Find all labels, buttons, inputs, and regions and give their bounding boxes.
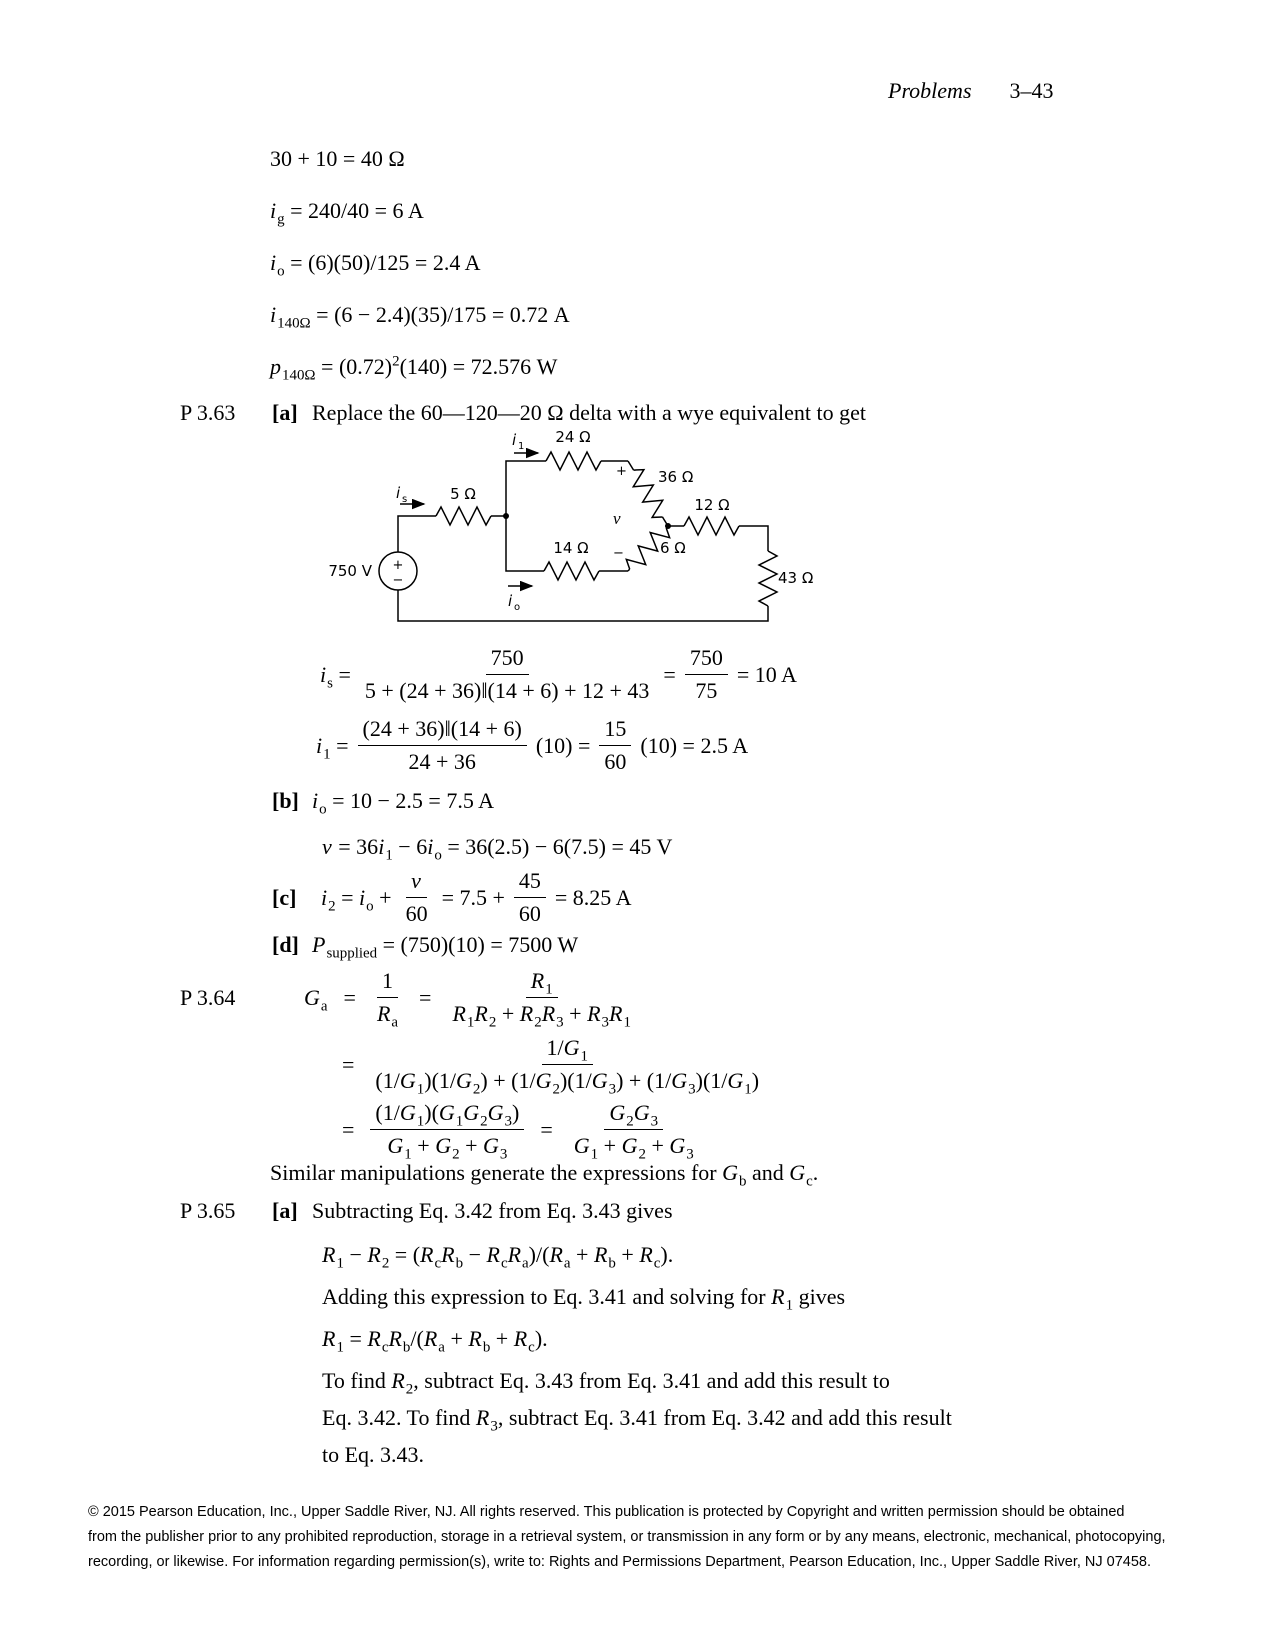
fraction: [372, 968, 403, 1031]
problem-3-64-row3: [342, 1100, 699, 1163]
v-minus-sign: −: [613, 546, 624, 561]
circuit-svg: [316, 426, 836, 644]
resistor-24ohm: [546, 452, 601, 470]
footer-line: © 2015 Pearson Education, Inc., Upper Saddle River, NJ. All rights reserved. This publication is protected by Copyright and written permission should be obtained: [88, 1504, 1125, 1520]
wire: [628, 569, 630, 571]
fraction-numerator: 750: [486, 645, 529, 675]
problem-label: P 3.65: [180, 1198, 236, 1223]
equals-sign: =: [342, 1116, 355, 1142]
footer-line: from the publisher prior to any prohibited reproduction, storage in a retrieval system, or transmission in any form or by any means, electronic, mechanical, photocopying,: [88, 1529, 1166, 1545]
part-c-tag: [c]: [272, 884, 297, 910]
paragraph-line: To find $R_2$, subtract Eq. 3.43 from Eq. 3.41 and add this result to: [322, 1368, 890, 1398]
part-b-tag: [b]: [272, 788, 299, 813]
label-6ohm: 6 Ω: [660, 539, 686, 557]
problem-3-65-heading: [180, 1198, 673, 1224]
equals-sign: =: [342, 1051, 355, 1077]
node-dot: [503, 513, 509, 519]
fraction-numerator: 1: [377, 968, 398, 998]
fraction: [569, 1100, 699, 1163]
copyright-footer: [88, 1500, 1198, 1575]
fraction-denominator: $G_1 + G_2 + G_3$: [573, 1133, 694, 1163]
problem-3-63-heading: [180, 400, 866, 426]
problem-label: P 3.64: [180, 984, 236, 1010]
fraction-numerator: 15: [599, 716, 631, 746]
math-text: $G_a$: [304, 984, 328, 1014]
resistor-14ohm: [544, 562, 599, 580]
math-text: =: [419, 984, 432, 1010]
part-a-text: Subtracting Eq. 3.42 from Eq. 3.43 gives: [312, 1198, 673, 1223]
math-text: = 7.5 +: [441, 884, 505, 910]
equation-r1: $R_1 = R_cR_b/(R_a + R_b + R_c)$.: [322, 1326, 548, 1356]
math-text: (10) =: [535, 732, 591, 758]
resistor-12ohm: [684, 517, 739, 535]
current-label-is-sub: s: [402, 494, 408, 505]
part-b-line1: [272, 788, 495, 818]
page-number: 3–43: [1009, 78, 1054, 103]
fraction-denominator: 24 + 36: [408, 749, 476, 774]
node-dot: [665, 523, 671, 529]
fraction-numerator: $R_1$: [526, 968, 558, 998]
equation-i1: [316, 716, 748, 775]
resistor-5ohm: [436, 507, 491, 525]
fraction-numerator: (24 + 36)‖(14 + 6): [358, 716, 527, 746]
math-text: = 8.25 A: [554, 884, 632, 910]
fraction: [514, 868, 546, 927]
math-text: (10) = 2.5 A: [640, 732, 749, 758]
wire: [398, 590, 768, 621]
fraction-numerator: 45: [514, 868, 546, 898]
equation-line: $i_o = (6)(50)/125 = 2.4$ A: [270, 250, 481, 280]
closing-paragraph: [322, 1362, 952, 1473]
wire: [506, 516, 544, 571]
wire: [506, 461, 546, 516]
part-d-tag: [d]: [272, 932, 299, 957]
equation-line: 30 + 10 = 40 Ω: [270, 146, 405, 171]
part-b-line2: $v = 36i_1 - 6i_o = 36(2.5) - 6(7.5) = 45$ V: [322, 834, 673, 864]
current-label-is: i: [396, 484, 401, 502]
wire: [398, 516, 436, 552]
fraction-denominator: 60: [604, 749, 627, 774]
paragraph-line: to Eq. 3.43.: [322, 1442, 425, 1467]
part-c-line: [272, 868, 631, 927]
math-text: $i_2 = i_o$ +: [321, 884, 392, 914]
fraction-denominator: 5 + (24 + 36)‖(14 + 6) + 12 + 43: [364, 678, 650, 703]
current-label-i1-sub: 1: [518, 441, 525, 452]
running-head-title: Problems: [888, 78, 972, 103]
current-label-io-sub: o: [514, 602, 521, 613]
math-text: =: [540, 1116, 553, 1142]
source-minus-sign: −: [392, 573, 404, 588]
paragraph-line: Eq. 3.42. To find $R_3$, subtract Eq. 3.41 from Eq. 3.42 and add this result: [322, 1405, 952, 1435]
label-12ohm: 12 Ω: [694, 496, 730, 514]
fraction-denominator: $R_a$: [376, 1001, 399, 1031]
equation-line: $i_{140\Omega} = (6 - 2.4)(35)/175 = 0.72$ A: [270, 302, 570, 332]
resistor-43ohm: [759, 551, 777, 606]
problem-3-64-note: Similar manipulations generate the expressions for $G_b$ and $G_c$.: [270, 1160, 819, 1190]
problem-3-64-row2: [342, 1035, 764, 1098]
v-label: v: [613, 509, 621, 528]
fraction-denominator: 60: [518, 901, 541, 926]
math-text: $P_{supplied} = (750)(10) = 7500$ W: [312, 932, 579, 962]
running-head: [888, 78, 1054, 104]
intro-equations: [270, 146, 570, 406]
fraction: [360, 645, 655, 704]
source-plus-sign: +: [392, 558, 404, 573]
math-text: $i_o = 10 - 2.5 = 7.5$ A: [312, 788, 495, 818]
source-label: 750 V: [328, 562, 372, 580]
label-43ohm: 43 Ω: [778, 569, 814, 587]
fraction-numerator: v: [406, 868, 427, 898]
fraction: [401, 868, 433, 927]
fraction-numerator: $G_2G_3$: [604, 1100, 663, 1130]
equals-sign: =: [343, 984, 356, 1010]
fraction: [599, 716, 631, 775]
circuit-diagram: [316, 426, 836, 649]
equation-line: $i_g = 240/40 = 6$ A: [270, 198, 424, 228]
fraction: [685, 645, 728, 704]
label-36ohm: 36 Ω: [658, 468, 694, 486]
current-label-i1: i: [512, 431, 517, 449]
part-a-tag: [a]: [272, 1198, 298, 1223]
label-14ohm: 14 Ω: [553, 539, 589, 557]
wire: [739, 526, 768, 551]
fraction: [370, 1035, 764, 1098]
fraction: [447, 968, 635, 1031]
fraction-denominator: 75: [695, 678, 718, 703]
v-plus-sign: +: [616, 464, 627, 479]
math-text: =: [663, 661, 676, 687]
fraction-numerator: $(1/G_1)(G_1G_2G_3)$: [370, 1100, 524, 1130]
part-d-line: [272, 932, 579, 962]
math-text: $i_s$ =: [320, 661, 351, 691]
fraction-numerator: 750: [685, 645, 728, 675]
explanatory-text: Adding this expression to Eq. 3.41 and solving for $R_1$ gives: [322, 1284, 846, 1314]
math-text: $i_1$ =: [316, 732, 349, 762]
wire: [628, 461, 634, 470]
equation-line: $p_{140\Omega} = (0.72)^2(140) = 72.576$ W: [270, 353, 558, 384]
label-5ohm: 5 Ω: [450, 485, 476, 503]
problem-3-64-row1: [180, 968, 636, 1031]
fraction: [358, 716, 527, 775]
math-text: = 10 A: [736, 661, 797, 687]
equation-r1-minus-r2: $R_1 - R_2 = (R_cR_b - R_cR_a)/(R_a + R_b + R_c)$.: [322, 1242, 674, 1272]
footer-line: recording, or likewise. For information regarding permission(s), write to: Rights and Permissions Department, Pearson Education, Inc., Upper Saddle River, NJ 07458.: [88, 1554, 1152, 1570]
fraction-denominator: $R_1R_2 + R_2R_3 + R_3R_1$: [452, 1001, 631, 1031]
current-label-io: i: [508, 592, 513, 610]
fraction: [370, 1100, 524, 1163]
problem-label: P 3.63: [180, 400, 236, 425]
part-a-text: Replace the 60—120—20 Ω delta with a wye equivalent to get: [312, 400, 866, 425]
fraction-denominator: $G_1 + G_2 + G_3$: [387, 1133, 508, 1163]
equation-is: [320, 645, 797, 704]
label-24ohm: 24 Ω: [555, 428, 591, 446]
part-a-tag: [a]: [272, 400, 298, 425]
fraction-denominator: $(1/G_1)(1/G_2) + (1/G_2)(1/G_3) + (1/G_3)(1/G_1)$: [375, 1068, 760, 1098]
fraction-numerator: $1/G_1$: [542, 1035, 594, 1065]
fraction-denominator: 60: [405, 901, 428, 926]
